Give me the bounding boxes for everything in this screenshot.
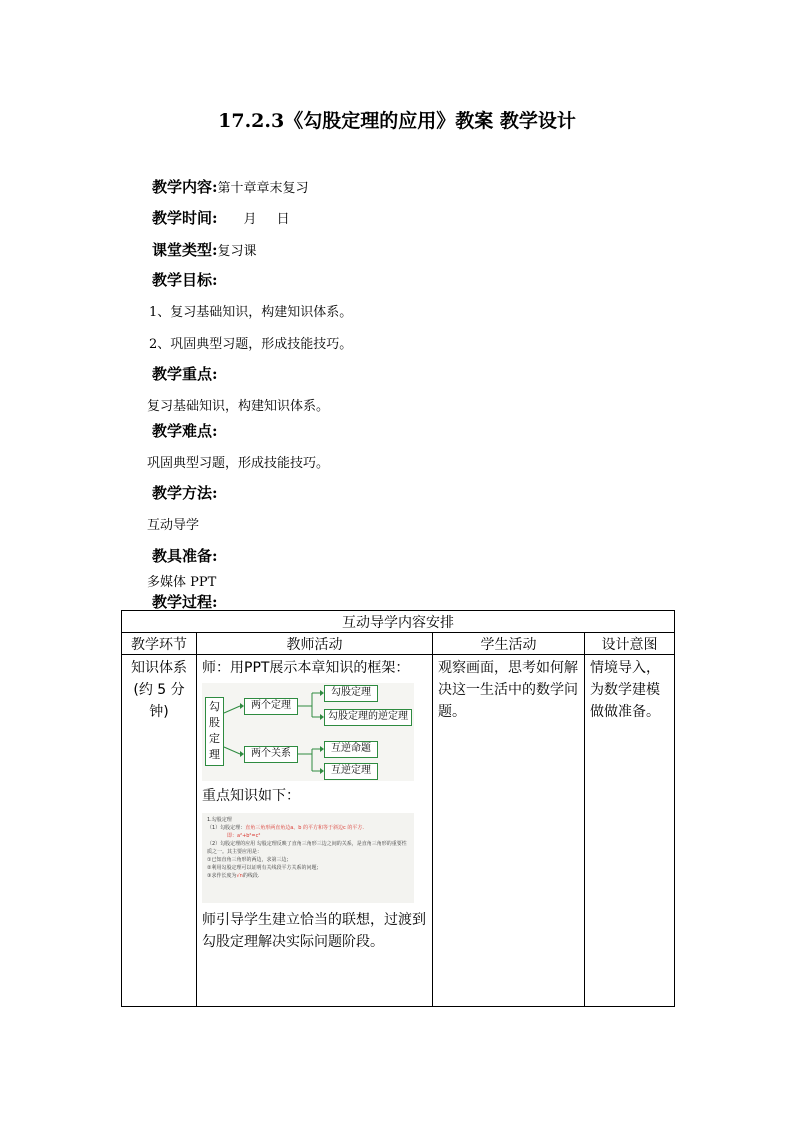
- goal-2: 2、巩固典型习题，形成技能技巧。: [149, 337, 353, 352]
- stage-text: 知识体系(约 5 分钟): [131, 660, 187, 720]
- intent-text: 情境导入，为数学建模做做准备。: [590, 660, 660, 720]
- slide-line-2a: （1）勾股定理：: [207, 825, 246, 831]
- teacher-intro: 师：用PPT展示本章知识的框架：: [202, 660, 410, 676]
- diagram-leaf-converse: 勾股定理的逆定理: [324, 709, 412, 726]
- difficulty-label: 教学难点:: [152, 422, 218, 440]
- type-line: [152, 239, 257, 260]
- slide-line-3: 即：a²+b²=c²: [227, 833, 261, 839]
- slide-line-7b: √n: [236, 873, 243, 879]
- teacher-key: 重点知识如下：: [202, 788, 300, 804]
- knowledge-diagram: [202, 683, 414, 781]
- student-cell: [433, 655, 585, 1007]
- slide-line-7c: 的线段.: [242, 873, 260, 879]
- content-label: 教学内容:: [152, 178, 218, 196]
- key-value: 复习基础知识，构建知识体系。: [147, 399, 330, 414]
- document-title: 17.2.3《勾股定理的应用》教案 教学设计: [218, 110, 576, 132]
- teacher-end: 师引导学生建立恰当的联想，过渡到勾股定理解决实际问题阶段。: [202, 912, 426, 950]
- diagram-root: 勾股定理: [205, 697, 224, 766]
- slide-line-6: ②利用勾股定理可以证明有关线段平方关系的问题;: [207, 865, 319, 871]
- tools-value: 多媒体 PPT: [147, 575, 217, 590]
- header-student: 学生活动: [433, 633, 585, 655]
- slide-line-7a: ③求作长度为: [207, 873, 237, 879]
- goal-1: 1、复习基础知识，构建知识体系。: [149, 305, 353, 320]
- time-month: 月: [243, 212, 257, 227]
- method-value: 互动导学: [147, 518, 200, 533]
- slide-line-2b: 直角三角形两直角边a、b 的平方和等于斜边c 的平方.: [245, 825, 364, 831]
- diagram-leaf-converse-propositions: 互逆命题: [324, 741, 378, 758]
- difficulty-value: 巩固典型习题，形成技能技巧。: [147, 456, 330, 471]
- process-label: 教学过程:: [152, 593, 218, 611]
- slide-line-1: 1.勾股定理: [207, 817, 232, 823]
- diagram-leaf-converse-theorems: 互逆定理: [324, 763, 378, 780]
- teacher-cell: [197, 655, 433, 1007]
- table-caption: 互动导学内容安排: [122, 611, 675, 633]
- content-value: 第十章章末复习: [217, 181, 309, 196]
- diagram-branch-relations: 两个关系: [244, 746, 298, 763]
- header-teacher: 教师活动: [197, 633, 433, 655]
- tools-label: 教具准备:: [152, 547, 218, 565]
- student-text: 观察画面，思考如何解决这一生活中的数学问题。: [438, 660, 578, 720]
- key-points-slide: [202, 813, 414, 903]
- type-value: 复习课: [217, 244, 257, 259]
- header-stage: 教学环节: [122, 633, 197, 655]
- intent-cell: [585, 655, 675, 1007]
- stage-cell: [122, 655, 197, 1007]
- method-label: 教学方法:: [152, 484, 218, 502]
- time-line: [152, 207, 290, 228]
- process-table: [121, 610, 675, 1007]
- time-day: 日: [276, 212, 290, 227]
- slide-line-5: ①已知直角三角形的两边，求第三边;: [207, 857, 289, 863]
- slide-line-4: （2）勾股定理的应用 勾股定理反映了直角三角形三边之间的关系，是直角三角形的重要性质之一。其主要应用是：: [207, 841, 407, 855]
- type-label: 课堂类型:: [152, 241, 218, 259]
- diagram-connectors: [202, 683, 414, 781]
- time-label: 教学时间:: [152, 209, 218, 227]
- header-intent: 设计意图: [585, 633, 675, 655]
- content-line: [152, 176, 309, 197]
- diagram-leaf-theorem: 勾股定理: [324, 685, 378, 702]
- key-label: 教学重点:: [152, 365, 218, 383]
- goals-label: 教学目标:: [152, 271, 218, 289]
- diagram-branch-theorems: 两个定理: [244, 698, 298, 715]
